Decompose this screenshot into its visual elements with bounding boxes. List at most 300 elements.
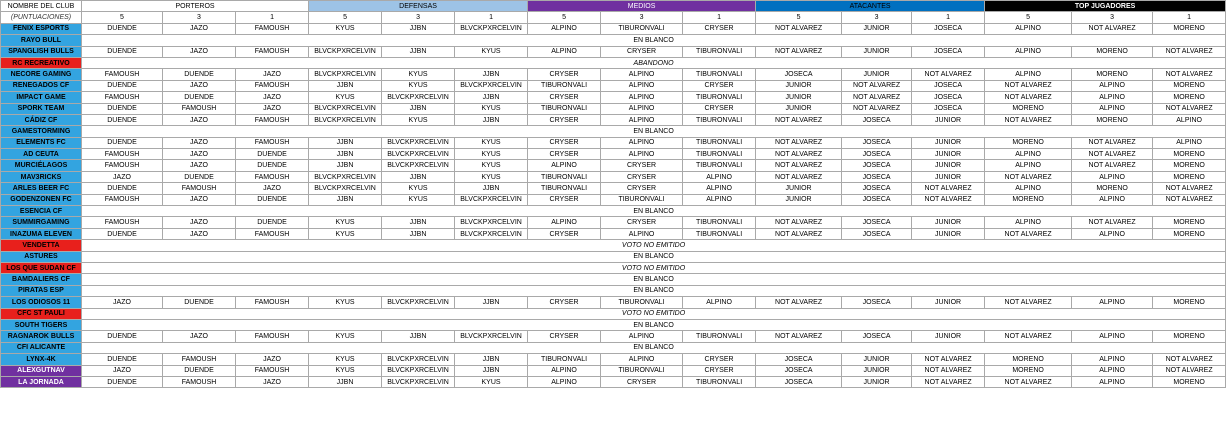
vote-cell: JOSECA: [842, 331, 912, 342]
vote-cell: FAMOUSH: [236, 137, 309, 148]
vote-status-cell: VOTO NO EMITIDO: [82, 262, 1226, 273]
vote-cell: MORENO: [1153, 149, 1226, 160]
club-name-cell: CÁDIZ CF: [1, 114, 82, 125]
vote-cell: MORENO: [1153, 217, 1226, 228]
vote-cell: ALPINO: [601, 228, 683, 239]
vote-cell: JUNIOR: [756, 194, 842, 205]
vote-status-cell: EN BLANCO: [82, 319, 1226, 330]
vote-cell: BLVCKPXRCELVIN: [382, 137, 455, 148]
vote-cell: NOT ALVAREZ: [842, 92, 912, 103]
vote-cell: JUNIOR: [842, 376, 912, 387]
table-row: [1, 149, 1226, 160]
vote-cell: NOT ALVAREZ: [756, 331, 842, 342]
vote-cell: NOT ALVAREZ: [985, 114, 1072, 125]
points-cell: 1: [1153, 12, 1226, 23]
vote-cell: JOSECA: [842, 228, 912, 239]
table-row: [1, 217, 1226, 228]
vote-cell: FAMOUSH: [82, 92, 163, 103]
vote-cell: MORENO: [1153, 376, 1226, 387]
vote-cell: NOT ALVAREZ: [985, 80, 1072, 91]
vote-cell: NOT ALVAREZ: [1153, 46, 1226, 57]
vote-cell: BLVCKPXRCELVIN: [309, 171, 382, 182]
vote-cell: KYUS: [455, 171, 528, 182]
vote-cell: ALPINO: [1153, 114, 1226, 125]
table-row: [1, 35, 1226, 46]
vote-cell: DUENDE: [163, 297, 236, 308]
vote-cell: ALPINO: [601, 92, 683, 103]
vote-cell: ALPINO: [985, 46, 1072, 57]
table-row: [1, 331, 1226, 342]
vote-cell: JJBN: [309, 137, 382, 148]
club-name-cell: INAZUMA ELEVEN: [1, 228, 82, 239]
vote-cell: KYUS: [382, 80, 455, 91]
vote-cell: ALPINO: [1072, 354, 1153, 365]
vote-cell: FAMOUSH: [236, 23, 309, 34]
vote-cell: JUNIOR: [756, 103, 842, 114]
vote-cell: MORENO: [1153, 23, 1226, 34]
vote-cell: DUENDE: [82, 23, 163, 34]
vote-cell: FAMOUSH: [236, 171, 309, 182]
vote-status-cell: EN BLANCO: [82, 126, 1226, 137]
vote-cell: ALPINO: [1072, 376, 1153, 387]
table-row: [1, 285, 1226, 296]
club-name-cell: CFC ST PAULI: [1, 308, 82, 319]
club-name-cell: AD CEUTA: [1, 149, 82, 160]
vote-cell: KYUS: [309, 228, 382, 239]
vote-cell: DUENDE: [82, 103, 163, 114]
vote-cell: TIBURONVALI: [601, 194, 683, 205]
vote-cell: ALPINO: [1072, 92, 1153, 103]
vote-cell: ALPINO: [601, 103, 683, 114]
table-row: [1, 114, 1226, 125]
vote-cell: ALPINO: [1072, 171, 1153, 182]
vote-cell: ALPINO: [683, 297, 756, 308]
vote-cell: MORENO: [1153, 171, 1226, 182]
table-row: [1, 103, 1226, 114]
vote-cell: TIBURONVALI: [528, 171, 601, 182]
vote-cell: BLVCKPXRCELVIN: [382, 365, 455, 376]
vote-cell: DUENDE: [163, 365, 236, 376]
vote-cell: NOT ALVAREZ: [1072, 23, 1153, 34]
vote-cell: KYUS: [455, 149, 528, 160]
vote-cell: TIBURONVALI: [683, 217, 756, 228]
vote-cell: NOT ALVAREZ: [756, 160, 842, 171]
vote-cell: JOSECA: [912, 46, 985, 57]
vote-cell: JAZO: [163, 114, 236, 125]
group-header-top-jugadores: TOP JUGADORES: [985, 1, 1226, 12]
vote-cell: JUNIOR: [912, 228, 985, 239]
vote-cell: FAMOUSH: [82, 69, 163, 80]
vote-cell: JOSECA: [842, 171, 912, 182]
table-row: [1, 319, 1226, 330]
vote-cell: JAZO: [236, 354, 309, 365]
vote-cell: JOSECA: [912, 103, 985, 114]
vote-cell: FAMOUSH: [236, 365, 309, 376]
vote-cell: JAZO: [236, 183, 309, 194]
vote-cell: CRYSER: [528, 114, 601, 125]
vote-cell: JAZO: [163, 149, 236, 160]
vote-status-cell: EN BLANCO: [82, 274, 1226, 285]
vote-cell: TIBURONVALI: [683, 46, 756, 57]
vote-cell: MORENO: [985, 194, 1072, 205]
vote-cell: NOT ALVAREZ: [756, 114, 842, 125]
vote-cell: TIBURONVALI: [683, 160, 756, 171]
club-name-cell: BAMDALIERS CF: [1, 274, 82, 285]
points-cell: 1: [455, 12, 528, 23]
vote-cell: ALPINO: [985, 69, 1072, 80]
vote-cell: FAMOUSH: [236, 228, 309, 239]
club-name-cell: SPORK TEAM: [1, 103, 82, 114]
vote-cell: TIBURONVALI: [683, 69, 756, 80]
vote-cell: JJBN: [382, 217, 455, 228]
vote-cell: JJBN: [455, 69, 528, 80]
vote-cell: NOT ALVAREZ: [985, 92, 1072, 103]
vote-cell: JUNIOR: [842, 69, 912, 80]
vote-cell: JOSECA: [842, 114, 912, 125]
vote-cell: KYUS: [309, 92, 382, 103]
vote-cell: MORENO: [985, 354, 1072, 365]
vote-cell: KYUS: [455, 137, 528, 148]
club-name-cell: PIRATAS ESP: [1, 285, 82, 296]
points-cell: 1: [683, 12, 756, 23]
vote-cell: NOT ALVAREZ: [1072, 160, 1153, 171]
vote-cell: KYUS: [455, 160, 528, 171]
points-cell: 3: [163, 12, 236, 23]
vote-cell: BLVCKPXRCELVIN: [309, 183, 382, 194]
vote-cell: NOT ALVAREZ: [756, 217, 842, 228]
vote-cell: JUNIOR: [756, 92, 842, 103]
vote-cell: ALPINO: [683, 194, 756, 205]
vote-cell: KYUS: [455, 376, 528, 387]
vote-cell: KYUS: [455, 46, 528, 57]
vote-cell: JJBN: [455, 114, 528, 125]
table-row: [1, 69, 1226, 80]
vote-cell: ALPINO: [601, 69, 683, 80]
vote-cell: JUNIOR: [912, 331, 985, 342]
vote-cell: NOT ALVAREZ: [1153, 69, 1226, 80]
club-column-header: NOMBRE DEL CLUB: [1, 1, 82, 12]
vote-cell: CRYSER: [601, 46, 683, 57]
vote-cell: DUENDE: [82, 80, 163, 91]
vote-cell: CRYSER: [601, 183, 683, 194]
vote-cell: KYUS: [455, 103, 528, 114]
vote-cell: KYUS: [382, 183, 455, 194]
vote-cell: JUNIOR: [842, 365, 912, 376]
vote-status-cell: EN BLANCO: [82, 35, 1226, 46]
vote-cell: NOT ALVAREZ: [756, 297, 842, 308]
vote-cell: JUNIOR: [912, 297, 985, 308]
vote-cell: ALPINO: [683, 171, 756, 182]
vote-status-cell: EN BLANCO: [82, 342, 1226, 353]
vote-cell: NOT ALVAREZ: [756, 228, 842, 239]
vote-cell: CRYSER: [601, 171, 683, 182]
club-name-cell: SUMMIRGAMING: [1, 217, 82, 228]
vote-cell: FAMOUSH: [236, 80, 309, 91]
vote-cell: NOT ALVAREZ: [985, 228, 1072, 239]
vote-cell: JOSECA: [842, 194, 912, 205]
club-name-cell: RAYO BULL: [1, 35, 82, 46]
vote-cell: NOT ALVAREZ: [985, 331, 1072, 342]
vote-cell: DUENDE: [236, 149, 309, 160]
vote-cell: NOT ALVAREZ: [912, 365, 985, 376]
club-name-cell: IMPACT GAME: [1, 92, 82, 103]
table-row: [1, 126, 1226, 137]
vote-cell: ALPINO: [1072, 228, 1153, 239]
table-row: [1, 92, 1226, 103]
vote-cell: KYUS: [309, 297, 382, 308]
vote-cell: KYUS: [309, 23, 382, 34]
vote-cell: ALPINO: [601, 114, 683, 125]
vote-cell: KYUS: [309, 217, 382, 228]
vote-cell: MORENO: [985, 137, 1072, 148]
vote-cell: BLVCKPXRCELVIN: [309, 114, 382, 125]
vote-cell: CRYSER: [528, 69, 601, 80]
vote-cell: JAZO: [163, 46, 236, 57]
vote-cell: NOT ALVAREZ: [756, 171, 842, 182]
table-row: [1, 376, 1226, 387]
vote-cell: ALPINO: [1153, 137, 1226, 148]
group-header-defensas: DEFENSAS: [309, 1, 528, 12]
vote-cell: NOT ALVAREZ: [912, 69, 985, 80]
vote-cell: JAZO: [163, 137, 236, 148]
vote-cell: NOT ALVAREZ: [1072, 217, 1153, 228]
vote-cell: NOT ALVAREZ: [842, 103, 912, 114]
club-name-cell: MURCIÉLAGOS: [1, 160, 82, 171]
vote-cell: JAZO: [236, 92, 309, 103]
vote-cell: NOT ALVAREZ: [756, 137, 842, 148]
points-cell: 3: [1072, 12, 1153, 23]
vote-cell: KYUS: [382, 114, 455, 125]
points-cell: 3: [842, 12, 912, 23]
vote-cell: ALPINO: [601, 137, 683, 148]
vote-cell: CRYSER: [528, 92, 601, 103]
vote-cell: CRYSER: [528, 228, 601, 239]
club-name-cell: LOS QUE SUDAN CF: [1, 262, 82, 273]
club-name-cell: RC RECREATIVO: [1, 57, 82, 68]
club-name-cell: LA JORNADA: [1, 376, 82, 387]
vote-cell: JAZO: [82, 171, 163, 182]
vote-cell: TIBURONVALI: [683, 331, 756, 342]
vote-cell: BLVCKPXRCELVIN: [382, 297, 455, 308]
vote-cell: NOT ALVAREZ: [756, 149, 842, 160]
table-row: [1, 171, 1226, 182]
vote-cell: KYUS: [382, 194, 455, 205]
vote-cell: JAZO: [236, 69, 309, 80]
vote-cell: TIBURONVALI: [683, 137, 756, 148]
vote-cell: TIBURONVALI: [683, 149, 756, 160]
vote-cell: FAMOUSH: [82, 194, 163, 205]
vote-cell: FAMOUSH: [163, 183, 236, 194]
vote-cell: DUENDE: [82, 137, 163, 148]
vote-cell: TIBURONVALI: [528, 80, 601, 91]
vote-cell: ALPINO: [985, 217, 1072, 228]
vote-cell: JAZO: [163, 160, 236, 171]
club-name-cell: RAGNAROK BULLS: [1, 331, 82, 342]
vote-cell: TIBURONVALI: [601, 365, 683, 376]
vote-cell: CRYSER: [528, 194, 601, 205]
table-row: [1, 297, 1226, 308]
vote-cell: JJBN: [309, 80, 382, 91]
group-header-porteros: PORTEROS: [82, 1, 309, 12]
vote-cell: TIBURONVALI: [601, 297, 683, 308]
vote-cell: JAZO: [236, 103, 309, 114]
vote-cell: JOSECA: [756, 354, 842, 365]
vote-cell: TIBURONVALI: [683, 376, 756, 387]
group-header-medios: MEDIOS: [528, 1, 756, 12]
vote-status-cell: EN BLANCO: [82, 251, 1226, 262]
vote-cell: JUNIOR: [912, 160, 985, 171]
vote-cell: BLVCKPXRCELVIN: [309, 69, 382, 80]
vote-cell: MORENO: [1072, 46, 1153, 57]
vote-cell: DUENDE: [236, 194, 309, 205]
vote-status-cell: VOTO NO EMITIDO: [82, 240, 1226, 251]
vote-cell: ALPINO: [601, 80, 683, 91]
vote-cell: DUENDE: [82, 376, 163, 387]
vote-cell: FAMOUSH: [236, 331, 309, 342]
vote-cell: JJBN: [382, 103, 455, 114]
vote-cell: BLVCKPXRCELVIN: [382, 160, 455, 171]
club-name-cell: FENIX ESPORTS: [1, 23, 82, 34]
club-name-cell: SPANGLISH BULLS: [1, 46, 82, 57]
vote-cell: KYUS: [309, 365, 382, 376]
vote-cell: JUNIOR: [756, 183, 842, 194]
vote-cell: DUENDE: [236, 217, 309, 228]
points-cell: 5: [309, 12, 382, 23]
vote-cell: DUENDE: [82, 228, 163, 239]
vote-cell: BLVCKPXRCELVIN: [309, 46, 382, 57]
vote-cell: CRYSER: [528, 137, 601, 148]
vote-cell: MORENO: [985, 365, 1072, 376]
table-row: [1, 80, 1226, 91]
vote-cell: NOT ALVAREZ: [912, 376, 985, 387]
vote-cell: ALPINO: [601, 331, 683, 342]
table-row: [1, 57, 1226, 68]
club-name-cell: NECORE GAMING: [1, 69, 82, 80]
vote-cell: MORENO: [1072, 114, 1153, 125]
table-row: [1, 354, 1226, 365]
vote-cell: FAMOUSH: [82, 149, 163, 160]
vote-cell: JOSECA: [842, 149, 912, 160]
vote-cell: FAMOUSH: [82, 217, 163, 228]
vote-cell: BLVCKPXRCELVIN: [455, 80, 528, 91]
vote-cell: NOT ALVAREZ: [1153, 183, 1226, 194]
vote-cell: CRYSER: [683, 103, 756, 114]
vote-cell: TIBURONVALI: [601, 23, 683, 34]
vote-cell: MORENO: [985, 103, 1072, 114]
vote-cell: CRYSER: [601, 217, 683, 228]
vote-cell: JUNIOR: [912, 114, 985, 125]
table-row: [1, 262, 1226, 273]
club-name-cell: SOUTH TIGERS: [1, 319, 82, 330]
vote-cell: ALPINO: [601, 354, 683, 365]
vote-cell: JJBN: [455, 183, 528, 194]
group-header-atacantes: ATACANTES: [756, 1, 985, 12]
vote-cell: CRYSER: [683, 365, 756, 376]
vote-cell: NOT ALVAREZ: [985, 376, 1072, 387]
vote-cell: JUNIOR: [756, 80, 842, 91]
vote-cell: CRYSER: [528, 149, 601, 160]
club-name-cell: GODENZONEN FC: [1, 194, 82, 205]
vote-cell: JOSECA: [912, 23, 985, 34]
vote-cell: FAMOUSH: [236, 297, 309, 308]
vote-cell: ALPINO: [1072, 365, 1153, 376]
club-name-cell: GAMESTORMING: [1, 126, 82, 137]
table-row: [1, 240, 1226, 251]
vote-cell: NOT ALVAREZ: [1153, 365, 1226, 376]
vote-cell: CRYSER: [601, 160, 683, 171]
vote-cell: ALPINO: [1072, 103, 1153, 114]
vote-cell: TIBURONVALI: [528, 103, 601, 114]
vote-cell: ALPINO: [528, 217, 601, 228]
vote-cell: JOSECA: [912, 92, 985, 103]
vote-cell: JUNIOR: [842, 46, 912, 57]
vote-cell: BLVCKPXRCELVIN: [382, 149, 455, 160]
vote-cell: JUNIOR: [842, 23, 912, 34]
vote-cell: JUNIOR: [912, 149, 985, 160]
vote-cell: KYUS: [309, 354, 382, 365]
vote-cell: JOSECA: [842, 160, 912, 171]
vote-cell: DUENDE: [163, 69, 236, 80]
vote-cell: DUENDE: [163, 171, 236, 182]
vote-cell: FAMOUSH: [163, 103, 236, 114]
vote-status-cell: VOTO NO EMITIDO: [82, 308, 1226, 319]
table-row: [1, 206, 1226, 217]
table-row: [1, 160, 1226, 171]
vote-cell: JOSECA: [842, 183, 912, 194]
table-row: [1, 23, 1226, 34]
table-row: [1, 308, 1226, 319]
club-name-cell: MAV3RICKS: [1, 171, 82, 182]
vote-cell: NOT ALVAREZ: [1153, 354, 1226, 365]
vote-cell: BLVCKPXRCELVIN: [455, 23, 528, 34]
vote-cell: KYUS: [382, 69, 455, 80]
vote-cell: BLVCKPXRCELVIN: [382, 376, 455, 387]
vote-cell: ALPINO: [528, 23, 601, 34]
vote-cell: JAZO: [163, 217, 236, 228]
vote-cell: JJBN: [309, 149, 382, 160]
vote-cell: ALPINO: [528, 46, 601, 57]
vote-cell: JJBN: [382, 331, 455, 342]
vote-cell: FAMOUSH: [163, 376, 236, 387]
vote-cell: JUNIOR: [912, 137, 985, 148]
vote-cell: BLVCKPXRCELVIN: [455, 228, 528, 239]
vote-cell: NOT ALVAREZ: [1153, 194, 1226, 205]
table-row: [1, 342, 1226, 353]
vote-cell: CRYSER: [683, 80, 756, 91]
table-row: [1, 365, 1226, 376]
header-row-groups: [1, 1, 1226, 12]
vote-cell: MORENO: [1153, 92, 1226, 103]
vote-cell: CRYSER: [528, 331, 601, 342]
points-cell: 5: [985, 12, 1072, 23]
vote-cell: MORENO: [1072, 69, 1153, 80]
vote-cell: ALPINO: [528, 160, 601, 171]
vote-cell: JJBN: [455, 365, 528, 376]
vote-cell: JAZO: [163, 228, 236, 239]
table-row: [1, 183, 1226, 194]
vote-cell: NOT ALVAREZ: [912, 183, 985, 194]
vote-cell: TIBURONVALI: [683, 92, 756, 103]
points-cell: 5: [528, 12, 601, 23]
vote-cell: JJBN: [309, 160, 382, 171]
vote-cell: JOSECA: [912, 80, 985, 91]
vote-cell: MORENO: [1153, 160, 1226, 171]
vote-cell: JAZO: [236, 376, 309, 387]
table-row: [1, 46, 1226, 57]
points-cell: 1: [912, 12, 985, 23]
points-cell: 5: [756, 12, 842, 23]
vote-status-cell: ABANDONO: [82, 57, 1226, 68]
